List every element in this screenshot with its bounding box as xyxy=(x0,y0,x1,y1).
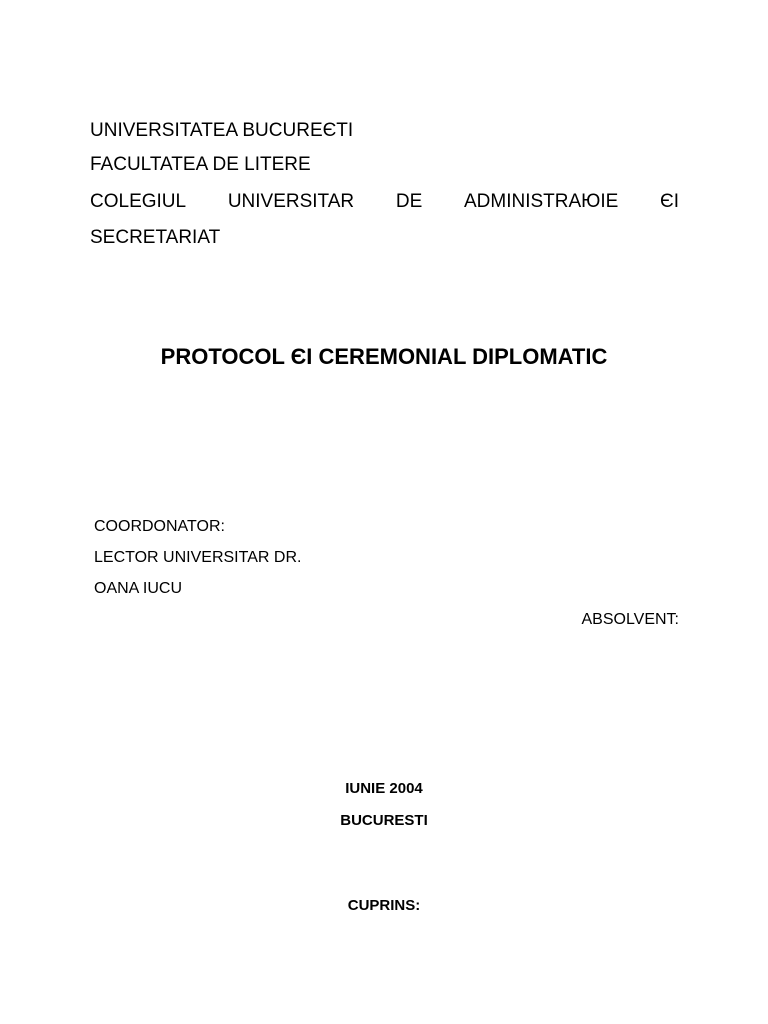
document-city: BUCURESTI xyxy=(340,812,428,829)
faculty-name: FACULTATEA DE LITERE xyxy=(90,154,311,175)
college-name-line xyxy=(90,191,679,213)
college-word: UNIVERSITAR xyxy=(227,191,355,212)
university-name: UNIVERSITATEA BUCUREЄTI xyxy=(90,120,354,141)
college-word: ЄI xyxy=(660,191,679,212)
college-word: COLEGIUL xyxy=(90,191,187,212)
document-title: PROTOCOL ЄI CEREMONIAL DIPLOMATIC xyxy=(160,344,608,369)
coordinator-label: COORDONATOR: xyxy=(94,518,225,535)
coordinator-position: LECTOR UNIVERSITAR DR. xyxy=(94,549,302,566)
coordinator-name: OANA IUCU xyxy=(94,580,183,597)
college-word: DE xyxy=(395,191,423,212)
document-date: IUNIE 2004 xyxy=(345,780,423,797)
contents-heading: CUPRINS: xyxy=(347,897,421,914)
college-word: ADMINISTRAЮIE xyxy=(464,191,619,212)
graduate-label: ABSOLVENT: xyxy=(581,611,679,628)
college-name-continued: SECRETARIAT xyxy=(90,227,221,248)
